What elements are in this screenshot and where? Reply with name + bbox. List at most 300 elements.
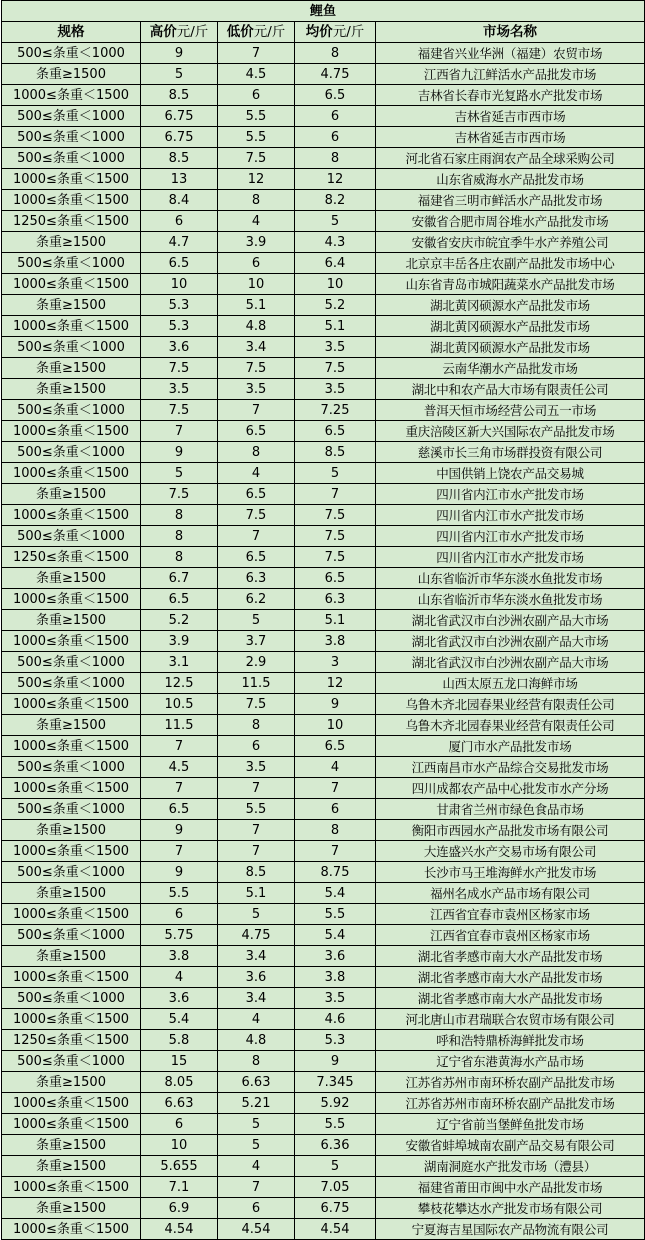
table-row — [2, 295, 645, 316]
cell-high-price: 6.75 — [141, 127, 218, 148]
cell-avg-price: 9 — [295, 1051, 376, 1072]
cell-market-name: 四川省内江市水产批发市场 — [376, 505, 645, 526]
cell-market-name: 福州名成水产品市场有限公司 — [376, 883, 645, 904]
cell-low-price: 7 — [218, 1177, 295, 1198]
cell-avg-price: 3.5 — [295, 988, 376, 1009]
cell-spec: 条重≥1500 — [2, 883, 141, 904]
cell-avg-price: 4.75 — [295, 64, 376, 85]
cell-high-price: 12.5 — [141, 673, 218, 694]
cell-avg-price: 6.75 — [295, 1198, 376, 1219]
cell-market-name: 四川省内江市水产批发市场 — [376, 547, 645, 568]
cell-high-price: 6.5 — [141, 253, 218, 274]
table-row — [2, 946, 645, 967]
cell-low-price: 4.75 — [218, 925, 295, 946]
cell-market-name: 吉林省延吉市西市场 — [376, 106, 645, 127]
cell-market-name: 江苏省苏州市南环桥农副产品批发市场 — [376, 1072, 645, 1093]
cell-low-price: 7 — [218, 400, 295, 421]
cell-avg-price: 7.5 — [295, 505, 376, 526]
cell-spec: 500≤条重＜1000 — [2, 253, 141, 274]
cell-spec: 条重≥1500 — [2, 1072, 141, 1093]
header-avg-price — [295, 22, 376, 43]
cell-spec: 1000≤条重＜1500 — [2, 85, 141, 106]
cell-high-price: 9 — [141, 820, 218, 841]
cell-avg-price: 6.5 — [295, 736, 376, 757]
cell-avg-price: 10 — [295, 715, 376, 736]
table-row — [2, 421, 645, 442]
cell-avg-price: 4.6 — [295, 1009, 376, 1030]
cell-market-name: 普洱天恒市场经营公司五一市场 — [376, 400, 645, 421]
cell-spec: 1000≤条重＜1500 — [2, 694, 141, 715]
cell-market-name: 江苏省苏州市南环桥农副产品批发市场 — [376, 1093, 645, 1114]
cell-market-name: 四川省内江市水产批发市场 — [376, 484, 645, 505]
cell-market-name: 湖北省孝感市南大水产品批发市场 — [376, 967, 645, 988]
cell-high-price: 8.4 — [141, 190, 218, 211]
cell-high-price: 7 — [141, 736, 218, 757]
cell-low-price: 8 — [218, 442, 295, 463]
cell-market-name: 河北省石家庄雨润农产品全球采购公司 — [376, 148, 645, 169]
cell-avg-price: 6 — [295, 799, 376, 820]
cell-market-name: 安徽省蚌埠城南农副产品交易有限公司 — [376, 1135, 645, 1156]
cell-avg-price: 5.5 — [295, 904, 376, 925]
table-row — [2, 1219, 645, 1240]
cell-low-price: 7.5 — [218, 358, 295, 379]
cell-market-name: 山东省青岛市城阳蔬菜水产品批发市场 — [376, 274, 645, 295]
cell-low-price: 4.5 — [218, 64, 295, 85]
cell-low-price: 6.2 — [218, 589, 295, 610]
cell-low-price: 3.4 — [218, 337, 295, 358]
cell-high-price: 7.1 — [141, 1177, 218, 1198]
cell-low-price: 11.5 — [218, 673, 295, 694]
cell-market-name: 湖北黄冈硕源水产品批发市场 — [376, 337, 645, 358]
table-row — [2, 43, 645, 64]
cell-market-name: 湖南洞庭水产批发市场（澧县） — [376, 1156, 645, 1177]
cell-high-price: 6 — [141, 904, 218, 925]
cell-spec: 条重≥1500 — [2, 232, 141, 253]
cell-high-price: 5.5 — [141, 883, 218, 904]
cell-high-price: 4.7 — [141, 232, 218, 253]
cell-low-price: 6 — [218, 1198, 295, 1219]
cell-market-name: 湖北省武汉市白沙洲农副产品大市场 — [376, 631, 645, 652]
cell-avg-price: 5.3 — [295, 1030, 376, 1051]
cell-spec: 1000≤条重＜1500 — [2, 1009, 141, 1030]
cell-avg-price: 8.2 — [295, 190, 376, 211]
cell-avg-price: 6.5 — [295, 568, 376, 589]
header-unit: 元/斤 — [176, 23, 209, 40]
cell-high-price: 8.5 — [141, 148, 218, 169]
cell-spec: 500≤条重＜1000 — [2, 652, 141, 673]
cell-spec: 条重≥1500 — [2, 64, 141, 85]
cell-market-name: 河北唐山市君瑞联合农贸市场有限公司 — [376, 1009, 645, 1030]
cell-high-price: 5.2 — [141, 610, 218, 631]
cell-market-name: 慈溪市长三角市场群投资有限公司 — [376, 442, 645, 463]
cell-spec: 1000≤条重＜1500 — [2, 736, 141, 757]
cell-high-price: 15 — [141, 1051, 218, 1072]
cell-avg-price: 6 — [295, 127, 376, 148]
cell-low-price: 5.21 — [218, 1093, 295, 1114]
cell-high-price: 5.655 — [141, 1156, 218, 1177]
table-row — [2, 925, 645, 946]
header-label: 规格 — [57, 23, 85, 40]
table-row — [2, 274, 645, 295]
table-row — [2, 757, 645, 778]
cell-low-price: 6.3 — [218, 568, 295, 589]
table-row — [2, 610, 645, 631]
header-unit: 元/斤 — [332, 23, 365, 40]
cell-spec: 500≤条重＜1000 — [2, 148, 141, 169]
cell-high-price: 4.5 — [141, 757, 218, 778]
cell-market-name: 重庆涪陵区新大兴国际农产品批发市场 — [376, 421, 645, 442]
cell-market-name: 山东省临沂市华东淡水鱼批发市场 — [376, 589, 645, 610]
cell-low-price: 4 — [218, 211, 295, 232]
cell-spec: 1000≤条重＜1500 — [2, 631, 141, 652]
cell-spec: 条重≥1500 — [2, 715, 141, 736]
table-row — [2, 967, 645, 988]
header-market-name — [376, 22, 645, 43]
cell-spec: 1000≤条重＜1500 — [2, 841, 141, 862]
cell-market-name: 辽宁省前当堡鲜鱼批发市场 — [376, 1114, 645, 1135]
cell-avg-price: 9 — [295, 694, 376, 715]
table-row — [2, 64, 645, 85]
cell-low-price: 5.1 — [218, 883, 295, 904]
table-row — [2, 1009, 645, 1030]
cell-low-price: 5 — [218, 1114, 295, 1135]
cell-avg-price: 6.4 — [295, 253, 376, 274]
cell-spec: 1000≤条重＜1500 — [2, 274, 141, 295]
cell-spec: 1250≤条重＜1500 — [2, 1030, 141, 1051]
cell-low-price: 6.5 — [218, 547, 295, 568]
cell-high-price: 6.75 — [141, 106, 218, 127]
cell-avg-price: 12 — [295, 169, 376, 190]
cell-avg-price: 8 — [295, 820, 376, 841]
cell-high-price: 7 — [141, 778, 218, 799]
cell-spec: 500≤条重＜1000 — [2, 400, 141, 421]
cell-avg-price: 7 — [295, 778, 376, 799]
cell-market-name: 衡阳市西园水产品批发市场有限公司 — [376, 820, 645, 841]
cell-low-price: 7 — [218, 778, 295, 799]
cell-market-name: 中国供销上饶农产品交易城 — [376, 463, 645, 484]
cell-avg-price: 3.8 — [295, 631, 376, 652]
table-row — [2, 736, 645, 757]
cell-spec: 1000≤条重＜1500 — [2, 1114, 141, 1135]
table-row — [2, 505, 645, 526]
cell-spec: 500≤条重＜1000 — [2, 757, 141, 778]
cell-spec: 1000≤条重＜1500 — [2, 778, 141, 799]
cell-low-price: 3.5 — [218, 379, 295, 400]
cell-high-price: 5 — [141, 64, 218, 85]
cell-avg-price: 5.4 — [295, 883, 376, 904]
cell-avg-price: 5.5 — [295, 1114, 376, 1135]
cell-low-price: 8.5 — [218, 862, 295, 883]
cell-market-name: 北京京丰岳各庄农副产品批发市场中心 — [376, 253, 645, 274]
table-row — [2, 1177, 645, 1198]
cell-avg-price: 8.75 — [295, 862, 376, 883]
cell-avg-price: 5 — [295, 211, 376, 232]
cell-high-price: 10 — [141, 1135, 218, 1156]
cell-high-price: 3.5 — [141, 379, 218, 400]
cell-high-price: 3.9 — [141, 631, 218, 652]
cell-high-price: 8 — [141, 547, 218, 568]
cell-spec: 1250≤条重＜1500 — [2, 211, 141, 232]
cell-avg-price: 12 — [295, 673, 376, 694]
cell-spec: 1000≤条重＜1500 — [2, 316, 141, 337]
cell-spec: 500≤条重＜1000 — [2, 799, 141, 820]
table-row — [2, 1135, 645, 1156]
cell-high-price: 6.63 — [141, 1093, 218, 1114]
cell-market-name: 四川省内江市水产批发市场 — [376, 526, 645, 547]
cell-market-name: 厦门市水产品批发市场 — [376, 736, 645, 757]
cell-high-price: 6.5 — [141, 589, 218, 610]
cell-spec: 500≤条重＜1000 — [2, 673, 141, 694]
cell-market-name: 湖北省武汉市白沙洲农副产品大市场 — [376, 652, 645, 673]
cell-market-name: 山东省威海水产品批发市场 — [376, 169, 645, 190]
cell-market-name: 长沙市马王堆海鲜水产批发市场 — [376, 862, 645, 883]
table-row — [2, 169, 645, 190]
cell-avg-price: 5 — [295, 463, 376, 484]
cell-market-name: 吉林省长春市光复路水产批发市场 — [376, 85, 645, 106]
cell-spec: 500≤条重＜1000 — [2, 337, 141, 358]
table-body — [2, 43, 645, 1240]
cell-low-price: 6.5 — [218, 421, 295, 442]
cell-high-price: 9 — [141, 442, 218, 463]
cell-avg-price: 7.5 — [295, 358, 376, 379]
cell-low-price: 4 — [218, 1156, 295, 1177]
table-row — [2, 253, 645, 274]
cell-low-price: 8 — [218, 190, 295, 211]
cell-avg-price: 5.2 — [295, 295, 376, 316]
cell-avg-price: 8 — [295, 43, 376, 64]
cell-high-price: 3.6 — [141, 988, 218, 1009]
cell-high-price: 10 — [141, 274, 218, 295]
cell-high-price: 6 — [141, 211, 218, 232]
cell-market-name: 大连盛兴水产交易市场有限公司 — [376, 841, 645, 862]
table-row — [2, 673, 645, 694]
table-row — [2, 820, 645, 841]
table-row — [2, 904, 645, 925]
cell-spec: 500≤条重＜1000 — [2, 988, 141, 1009]
table-row — [2, 526, 645, 547]
cell-avg-price: 6 — [295, 106, 376, 127]
header-high-price — [141, 22, 218, 43]
cell-avg-price: 7 — [295, 841, 376, 862]
table-row — [2, 463, 645, 484]
table-row — [2, 652, 645, 673]
cell-low-price: 5.5 — [218, 106, 295, 127]
cell-avg-price: 7.5 — [295, 526, 376, 547]
cell-avg-price: 5.92 — [295, 1093, 376, 1114]
cell-low-price: 10 — [218, 274, 295, 295]
cell-market-name: 福建省三明市鲜活水产品批发市场 — [376, 190, 645, 211]
cell-low-price: 6 — [218, 85, 295, 106]
header-label: 市场名称 — [483, 23, 538, 40]
cell-high-price: 3.1 — [141, 652, 218, 673]
cell-low-price: 8 — [218, 1051, 295, 1072]
cell-avg-price: 10 — [295, 274, 376, 295]
cell-low-price: 4.8 — [218, 1030, 295, 1051]
table-row — [2, 1030, 645, 1051]
table-row — [2, 1114, 645, 1135]
cell-spec: 条重≥1500 — [2, 379, 141, 400]
table-row — [2, 1156, 645, 1177]
cell-high-price: 9 — [141, 862, 218, 883]
cell-market-name: 安徽省安庆市皖宜季牛水产养殖公司 — [376, 232, 645, 253]
cell-low-price: 3.5 — [218, 757, 295, 778]
header-low-price — [218, 22, 295, 43]
cell-high-price: 13 — [141, 169, 218, 190]
cell-spec: 1000≤条重＜1500 — [2, 463, 141, 484]
cell-high-price: 5 — [141, 463, 218, 484]
cell-low-price: 5.1 — [218, 295, 295, 316]
cell-avg-price: 8 — [295, 148, 376, 169]
table-row — [2, 85, 645, 106]
table-title: 鲤鱼 — [2, 1, 645, 22]
cell-high-price: 5.4 — [141, 1009, 218, 1030]
cell-high-price: 8.5 — [141, 85, 218, 106]
cell-high-price: 7 — [141, 421, 218, 442]
cell-spec: 条重≥1500 — [2, 1198, 141, 1219]
header-label: 均价 — [305, 23, 333, 40]
cell-avg-price: 5.1 — [295, 610, 376, 631]
cell-low-price: 3.7 — [218, 631, 295, 652]
header-label: 低价 — [226, 23, 254, 40]
cell-avg-price: 5.1 — [295, 316, 376, 337]
cell-avg-price: 5.4 — [295, 925, 376, 946]
cell-avg-price: 4.54 — [295, 1219, 376, 1240]
cell-high-price: 8 — [141, 526, 218, 547]
cell-low-price: 3.6 — [218, 967, 295, 988]
cell-market-name: 江西省宜春市袁州区杨家市场 — [376, 904, 645, 925]
cell-high-price: 6 — [141, 1114, 218, 1135]
cell-low-price: 6 — [218, 736, 295, 757]
cell-low-price: 8 — [218, 715, 295, 736]
table-row — [2, 715, 645, 736]
table-row — [2, 127, 645, 148]
table-row — [2, 883, 645, 904]
header-row — [2, 22, 645, 43]
cell-low-price: 2.9 — [218, 652, 295, 673]
cell-high-price: 8 — [141, 505, 218, 526]
cell-spec: 条重≥1500 — [2, 484, 141, 505]
cell-avg-price: 7.05 — [295, 1177, 376, 1198]
cell-market-name: 四川成都农产品中心批发市水产分场 — [376, 778, 645, 799]
table-row — [2, 862, 645, 883]
cell-spec: 1000≤条重＜1500 — [2, 1093, 141, 1114]
cell-high-price: 5.8 — [141, 1030, 218, 1051]
cell-spec: 1000≤条重＜1500 — [2, 190, 141, 211]
table-row — [2, 1051, 645, 1072]
cell-avg-price: 7 — [295, 484, 376, 505]
cell-spec: 1000≤条重＜1500 — [2, 421, 141, 442]
cell-low-price: 12 — [218, 169, 295, 190]
cell-market-name: 山东省临沂市华东淡水鱼批发市场 — [376, 568, 645, 589]
cell-market-name: 湖北中和农产品大市场有限责任公司 — [376, 379, 645, 400]
cell-avg-price: 3.6 — [295, 946, 376, 967]
cell-low-price: 4.8 — [218, 316, 295, 337]
cell-avg-price: 3 — [295, 652, 376, 673]
cell-spec: 条重≥1500 — [2, 946, 141, 967]
cell-low-price: 5.5 — [218, 799, 295, 820]
cell-spec: 条重≥1500 — [2, 295, 141, 316]
cell-low-price: 4 — [218, 463, 295, 484]
cell-high-price: 4.54 — [141, 1219, 218, 1240]
cell-avg-price: 3.8 — [295, 967, 376, 988]
cell-market-name: 湖北省孝感市南大水产品批发市场 — [376, 946, 645, 967]
cell-market-name: 呼和浩特鼎桥海鲜批发市场 — [376, 1030, 645, 1051]
cell-spec: 条重≥1500 — [2, 358, 141, 379]
cell-high-price: 3.8 — [141, 946, 218, 967]
header-label: 高价 — [149, 23, 177, 40]
table-row — [2, 316, 645, 337]
cell-spec: 条重≥1500 — [2, 568, 141, 589]
cell-avg-price: 6.5 — [295, 85, 376, 106]
cell-avg-price: 3.5 — [295, 379, 376, 400]
cell-market-name: 江西省宜春市袁州区杨家市场 — [376, 925, 645, 946]
cell-low-price: 5 — [218, 1135, 295, 1156]
cell-high-price: 11.5 — [141, 715, 218, 736]
cell-market-name: 甘肃省兰州市绿色食品市场 — [376, 799, 645, 820]
cell-high-price: 3.6 — [141, 337, 218, 358]
cell-avg-price: 6.3 — [295, 589, 376, 610]
table-row — [2, 988, 645, 1009]
cell-low-price: 6 — [218, 253, 295, 274]
cell-spec: 500≤条重＜1000 — [2, 43, 141, 64]
cell-avg-price: 7.345 — [295, 1072, 376, 1093]
cell-high-price: 5.3 — [141, 316, 218, 337]
header-spec — [2, 22, 141, 43]
cell-high-price: 9 — [141, 43, 218, 64]
cell-market-name: 湖北黄冈硕源水产品批发市场 — [376, 316, 645, 337]
cell-market-name: 吉林省延吉市西市场 — [376, 127, 645, 148]
cell-spec: 条重≥1500 — [2, 1156, 141, 1177]
table-row — [2, 799, 645, 820]
cell-low-price: 7 — [218, 43, 295, 64]
cell-spec: 500≤条重＜1000 — [2, 106, 141, 127]
cell-avg-price: 5 — [295, 1156, 376, 1177]
cell-high-price: 6.7 — [141, 568, 218, 589]
table-row — [2, 337, 645, 358]
cell-spec: 1000≤条重＜1500 — [2, 169, 141, 190]
cell-spec: 1000≤条重＜1500 — [2, 1219, 141, 1240]
cell-spec: 1000≤条重＜1500 — [2, 1177, 141, 1198]
cell-low-price: 7 — [218, 841, 295, 862]
table-row — [2, 232, 645, 253]
cell-spec: 1000≤条重＜1500 — [2, 967, 141, 988]
cell-high-price: 7.5 — [141, 400, 218, 421]
cell-spec: 1000≤条重＜1500 — [2, 589, 141, 610]
cell-spec: 条重≥1500 — [2, 1135, 141, 1156]
cell-low-price: 5 — [218, 904, 295, 925]
cell-market-name: 安徽省合肥市周谷堆水产品批发市场 — [376, 211, 645, 232]
cell-high-price: 6.9 — [141, 1198, 218, 1219]
cell-avg-price: 7.5 — [295, 547, 376, 568]
table-row — [2, 400, 645, 421]
cell-avg-price: 6.5 — [295, 421, 376, 442]
cell-spec: 500≤条重＜1000 — [2, 526, 141, 547]
cell-low-price: 7.5 — [218, 505, 295, 526]
cell-spec: 1000≤条重＜1500 — [2, 904, 141, 925]
price-table — [1, 0, 645, 1240]
cell-avg-price: 3.5 — [295, 337, 376, 358]
cell-high-price: 4 — [141, 967, 218, 988]
table-row — [2, 211, 645, 232]
title-row — [2, 1, 645, 22]
cell-market-name: 湖北省武汉市白沙洲农副产品大市场 — [376, 610, 645, 631]
cell-low-price: 5 — [218, 610, 295, 631]
cell-high-price: 10.5 — [141, 694, 218, 715]
cell-high-price: 5.3 — [141, 295, 218, 316]
cell-market-name: 湖北黄冈硕源水产品批发市场 — [376, 295, 645, 316]
cell-spec: 500≤条重＜1000 — [2, 1051, 141, 1072]
cell-low-price: 3.4 — [218, 946, 295, 967]
